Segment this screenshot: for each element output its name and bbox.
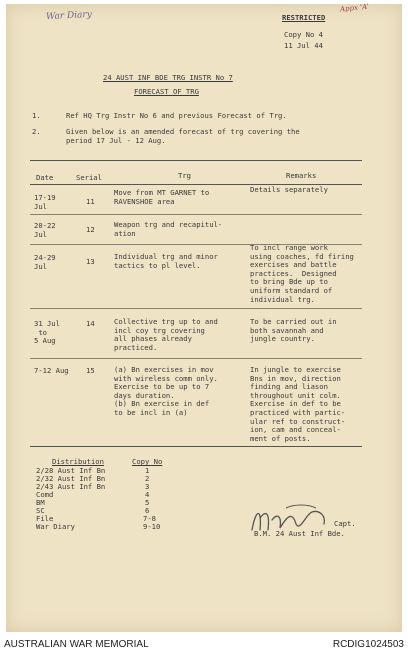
distribution-item: File <box>36 514 54 523</box>
distribution-copy: 2 <box>145 474 150 483</box>
table-cell-serial: 13 <box>86 257 95 266</box>
table-cell-date: 31 Jul to 5 Aug <box>34 319 60 346</box>
column-header-serial: Serial <box>76 173 102 182</box>
distribution-item: BM <box>36 498 45 507</box>
paragraph-text: Given below is an amended forecast of trg covering the period 17 Jul - 12 Aug. <box>66 127 300 145</box>
row-divider <box>30 214 362 215</box>
distribution-copy: 5 <box>145 498 150 507</box>
table-bottom-rule <box>30 446 362 447</box>
document-date: 11 Jul 44 <box>284 41 323 50</box>
paragraph-number: 1. <box>32 111 41 120</box>
table-cell-date: 17-19 Jul <box>34 193 56 211</box>
table-cell-remarks: Details separately <box>250 185 328 194</box>
column-header-remarks: Remarks <box>286 171 317 180</box>
table-cell-serial: 14 <box>86 319 95 328</box>
table-cell-trg: Individual trg and minor tactics to pl level. <box>114 252 218 270</box>
distribution-copy: 1 <box>145 466 150 475</box>
handwritten-war-diary-note: War Diary <box>45 9 93 23</box>
distribution-item: Comd <box>36 490 54 499</box>
handwritten-appx-note: Appx 'A' <box>339 2 370 14</box>
document-subtitle: FORECAST OF TRG <box>134 87 199 96</box>
table-top-rule <box>30 160 362 161</box>
document-title: 24 AUST INF BDE TRG INSTR No 7 <box>103 73 233 82</box>
table-cell-remarks: To incl range work using coaches, fd firing exercises and battle practices. Designed to bring Bde up to uniform standard of individual trg. <box>250 243 354 304</box>
distribution-item: 2/43 Aust Inf Bn <box>36 482 106 491</box>
distribution-copy: 3 <box>145 482 150 491</box>
table-cell-date: 20-22 Jul <box>34 221 56 239</box>
table-cell-serial: 12 <box>86 225 95 234</box>
distribution-item: War Diary <box>36 522 75 531</box>
row-divider <box>30 358 362 359</box>
archive-record-id: RCDIG1024503 <box>332 639 404 650</box>
classification-label: RESTRICTED <box>282 13 326 22</box>
column-header-date: Date <box>36 173 54 182</box>
table-cell-trg: Move from MT GARNET to RAVENSHOE area <box>114 188 210 206</box>
table-cell-trg: Weapon trg and recapitul- ation <box>114 220 223 238</box>
distribution-item: 2/32 Aust Inf Bn <box>36 474 106 483</box>
distribution-copy: 9-10 <box>143 522 161 531</box>
table-cell-date: 24-29 Jul <box>34 253 56 271</box>
signature-appointment: B.M. 24 Aust Inf Bde. <box>254 529 345 538</box>
paragraph-text: Ref HQ Trg Instr No 6 and previous Forecast of Trg. <box>66 111 287 120</box>
table-cell-trg: Collective trg up to and incl coy trg covering all phases already practiced. <box>114 317 218 352</box>
table-cell-remarks: To be carried out in both savannah and jungle country. <box>250 317 337 344</box>
table-cell-remarks: In jungle to exercise Bns in mov, direction finding and liason throughout unit colm. Exercise in def to be practiced with partic- ular ref to construct- ion, cam and conceal- ment of posts. <box>250 365 346 443</box>
table-cell-trg: (a) Bn exercises in mov with wireless comm only. Exercise to be up to 7 days duration. (b) Bn exercise in def to be incl in (a) <box>114 365 218 417</box>
table-cell-serial: 15 <box>86 366 95 375</box>
copy-number: Copy No 4 <box>284 30 323 39</box>
row-divider <box>30 308 362 309</box>
copy-no-header: Copy No <box>132 457 163 466</box>
archive-name: AUSTRALIAN WAR MEMORIAL <box>4 639 149 650</box>
distribution-item: 2/28 Aust Inf Bn <box>36 466 106 475</box>
distribution-copy: 4 <box>145 490 150 499</box>
table-cell-serial: 11 <box>86 197 95 206</box>
table-cell-date: 7-12 Aug <box>34 366 69 375</box>
distribution-copy: 6 <box>145 506 150 515</box>
distribution-item: SC <box>36 506 45 515</box>
distribution-header: Distribution <box>52 457 104 466</box>
signature-rank: Capt. <box>334 519 356 528</box>
distribution-copy: 7-8 <box>143 514 156 523</box>
paragraph-number: 2. <box>32 127 41 136</box>
column-header-trg: Trg <box>178 171 191 180</box>
archive-footer <box>0 632 408 654</box>
